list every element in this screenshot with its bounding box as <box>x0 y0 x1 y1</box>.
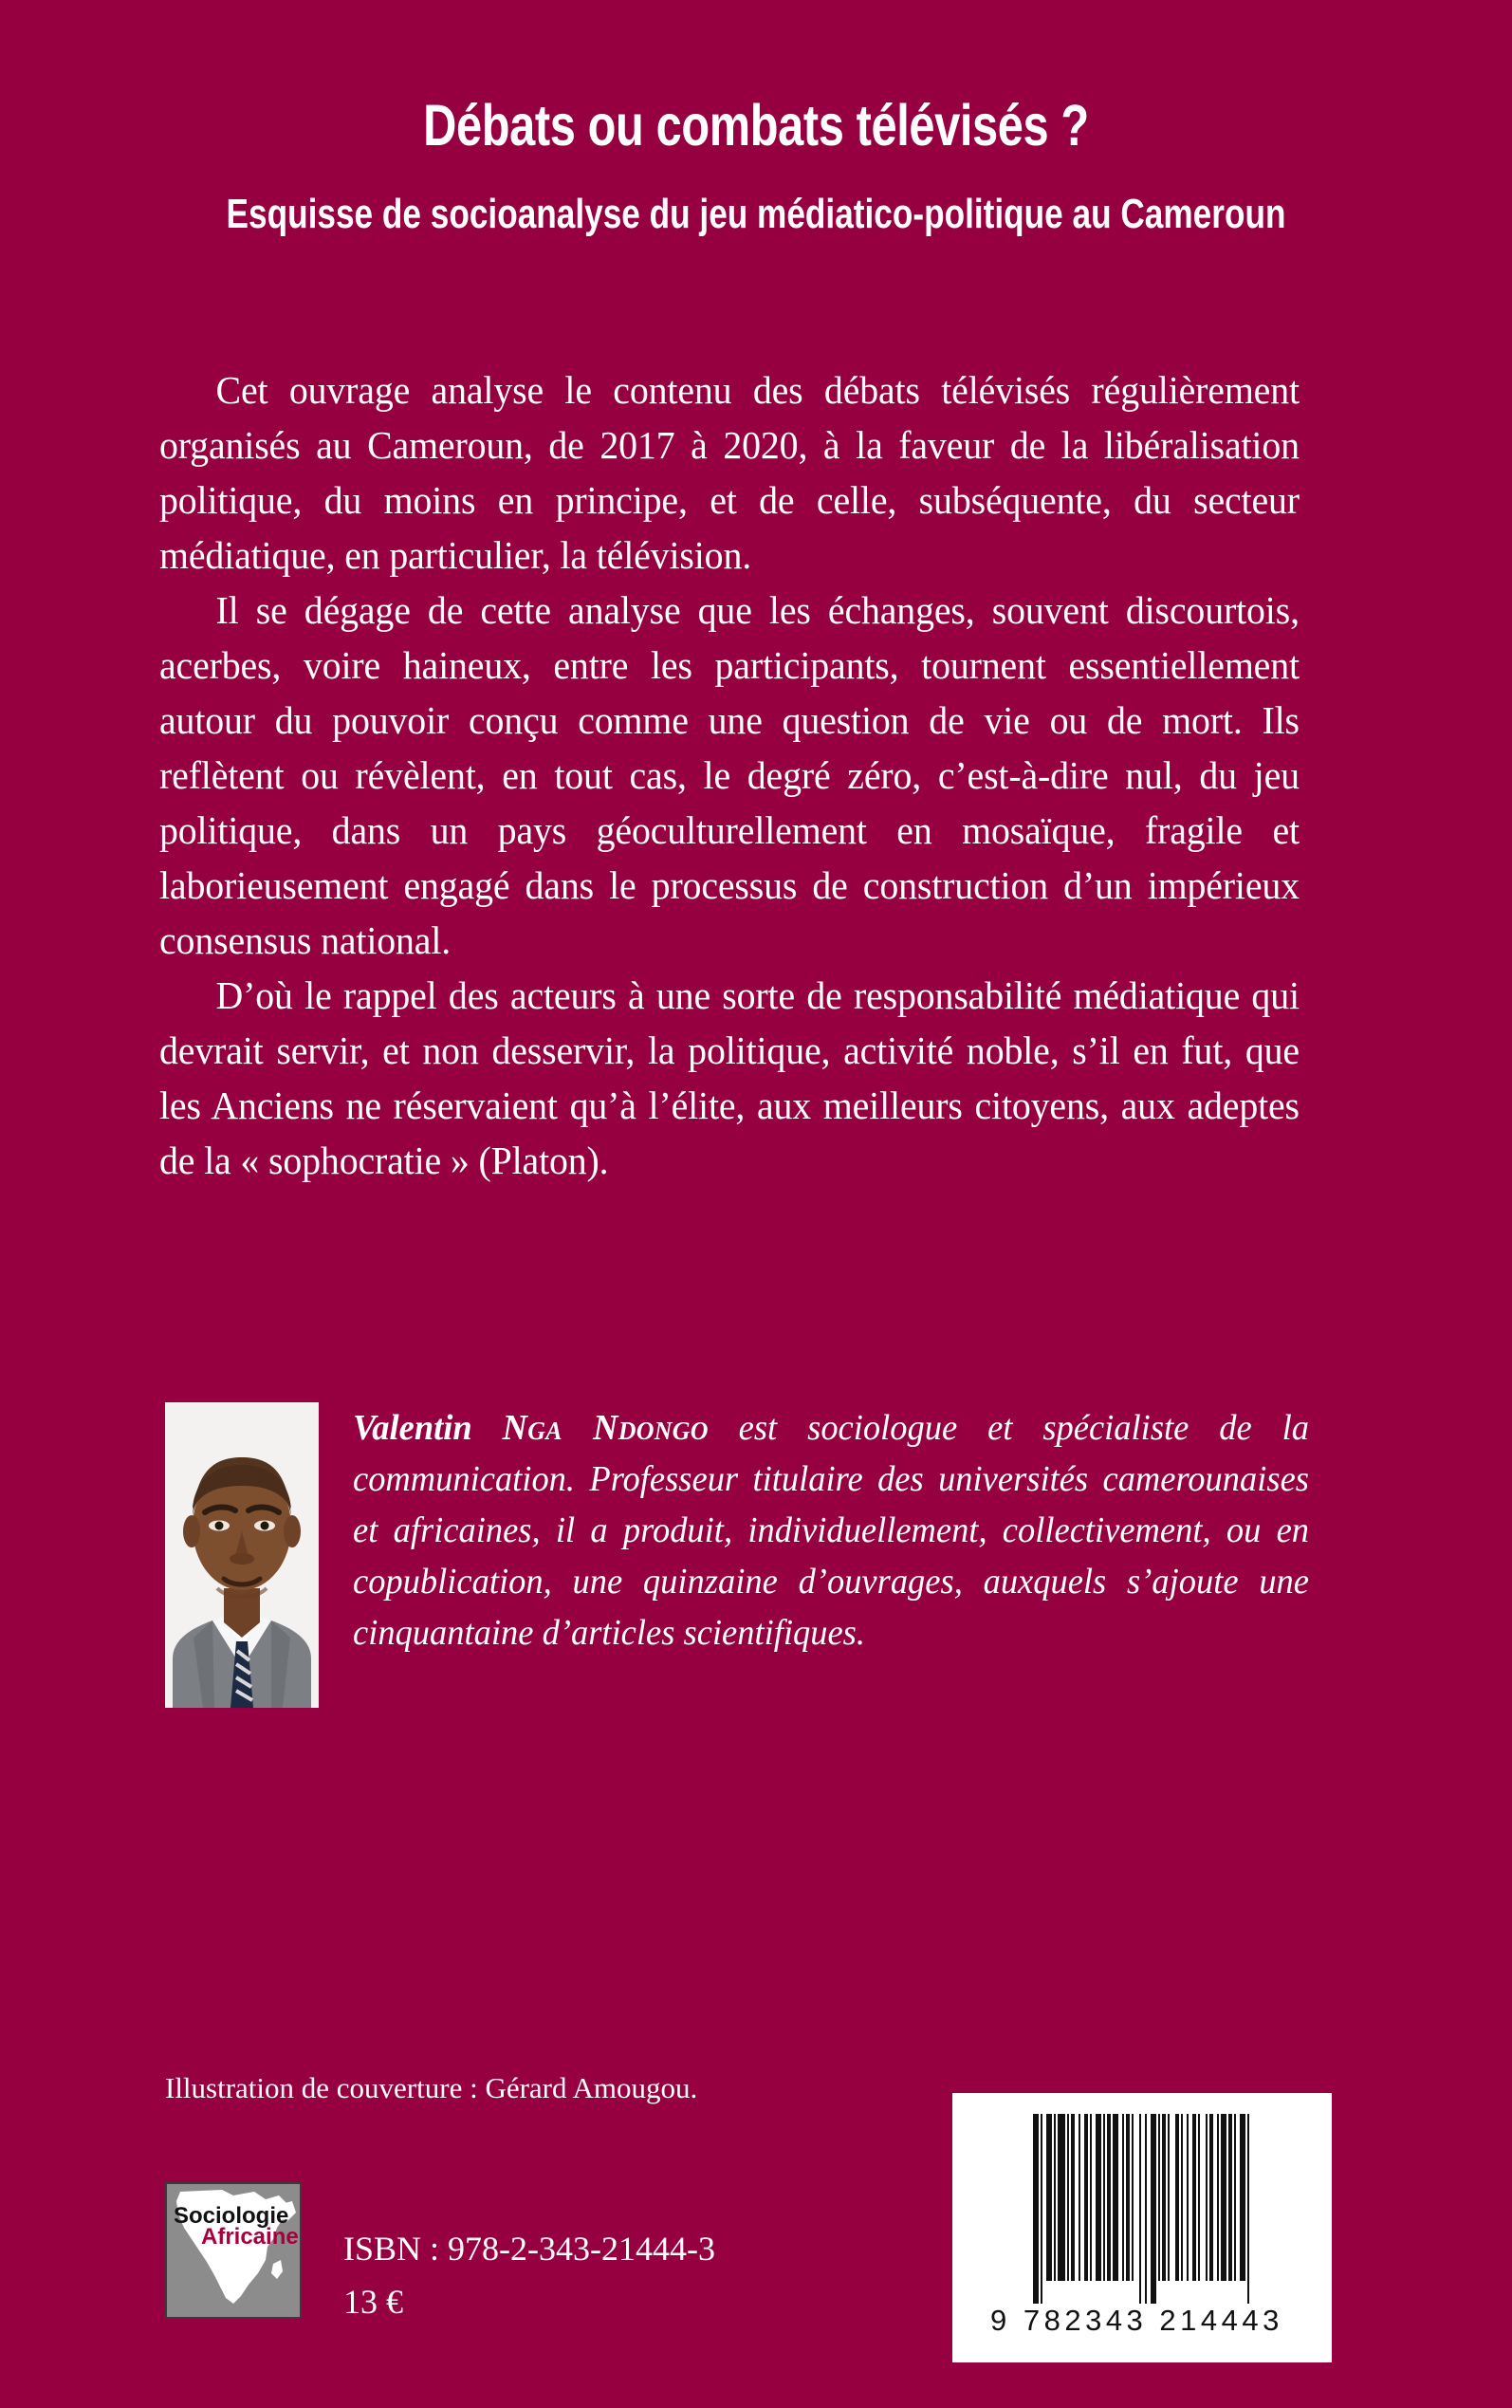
isbn-block <box>343 2222 715 2328</box>
illustration-credit: Illustration de couverture : Gérard Amougou. <box>165 2071 698 2104</box>
author-bio-body: est sociologue et spécialiste de la communication. Professeur titulaire des universités camerounaises et africaines, il a produit, individuellement, collectivement, ou en copublication, une quinzaine d’ouvrages, auxquels s’ajoute une cinquantaine d’articles scientifiques. <box>353 1408 1309 1653</box>
author-portrait-photo <box>165 1402 319 1708</box>
blurb-paragraph: Il se dégage de cette analyse que les échanges, souvent discourtois, acerbes, voire haineux, entre les participants, tournent essentiellement autour du pouvoir conçu comme une question de vie ou de mort. Ils reflètent ou révèlent, en tout cas, le degré zéro, c’est-à-dire nul, du jeu politique, dans un pays géoculturellement en mosaïque, fragile et laborieusement engagé dans le processus de construction d’un impérieux consensus national. <box>159 588 1300 962</box>
barcode <box>952 2093 1332 2362</box>
collection-logo-line2: Africaine <box>201 2224 299 2250</box>
price-value: 13 € <box>343 2283 403 2321</box>
isbn-value: ISBN : 978-2-343-21444-3 <box>343 2230 715 2268</box>
collection-logo-line1: Sociologie <box>174 2203 289 2229</box>
blurb-text <box>159 362 1347 1188</box>
barcode-bars <box>994 2114 1290 2304</box>
barcode-digits: 9 782343 214443 <box>990 2304 1283 2337</box>
author-section <box>165 1402 1349 1658</box>
author-bio-text <box>353 1402 1309 1658</box>
page-subtitle: Esquisse de socioanalyse du jeu médiatico-politique au Cameroun <box>226 191 1286 238</box>
blurb-paragraph: D’où le rappel des acteurs à une sorte de responsabilité médiatique qui devrait servir, et non desservir, la politique, activité noble, s’il en fut, que les Anciens ne réservaient qu’à l’élite, aux meilleurs citoyens, aux adeptes de la « sophocratie » (Platon). <box>159 973 1300 1182</box>
page-title: Débats ou combats télévisés ? <box>423 93 1089 157</box>
author-first-name: Valentin <box>353 1408 472 1448</box>
title-block <box>0 95 1512 237</box>
blurb-paragraph: Cet ouvrage analyse le contenu des débats télévisés régulièrement organisés au Cameroun, de 2017 à 2020, à la faveur de la libéralisation politique, du moins en principe, et de celle, subséquente, du secteur médiatique, en particulier, la télévision. <box>159 368 1300 577</box>
collection-logo <box>165 2182 302 2319</box>
author-last-name: Nga Ndongo <box>502 1408 709 1448</box>
